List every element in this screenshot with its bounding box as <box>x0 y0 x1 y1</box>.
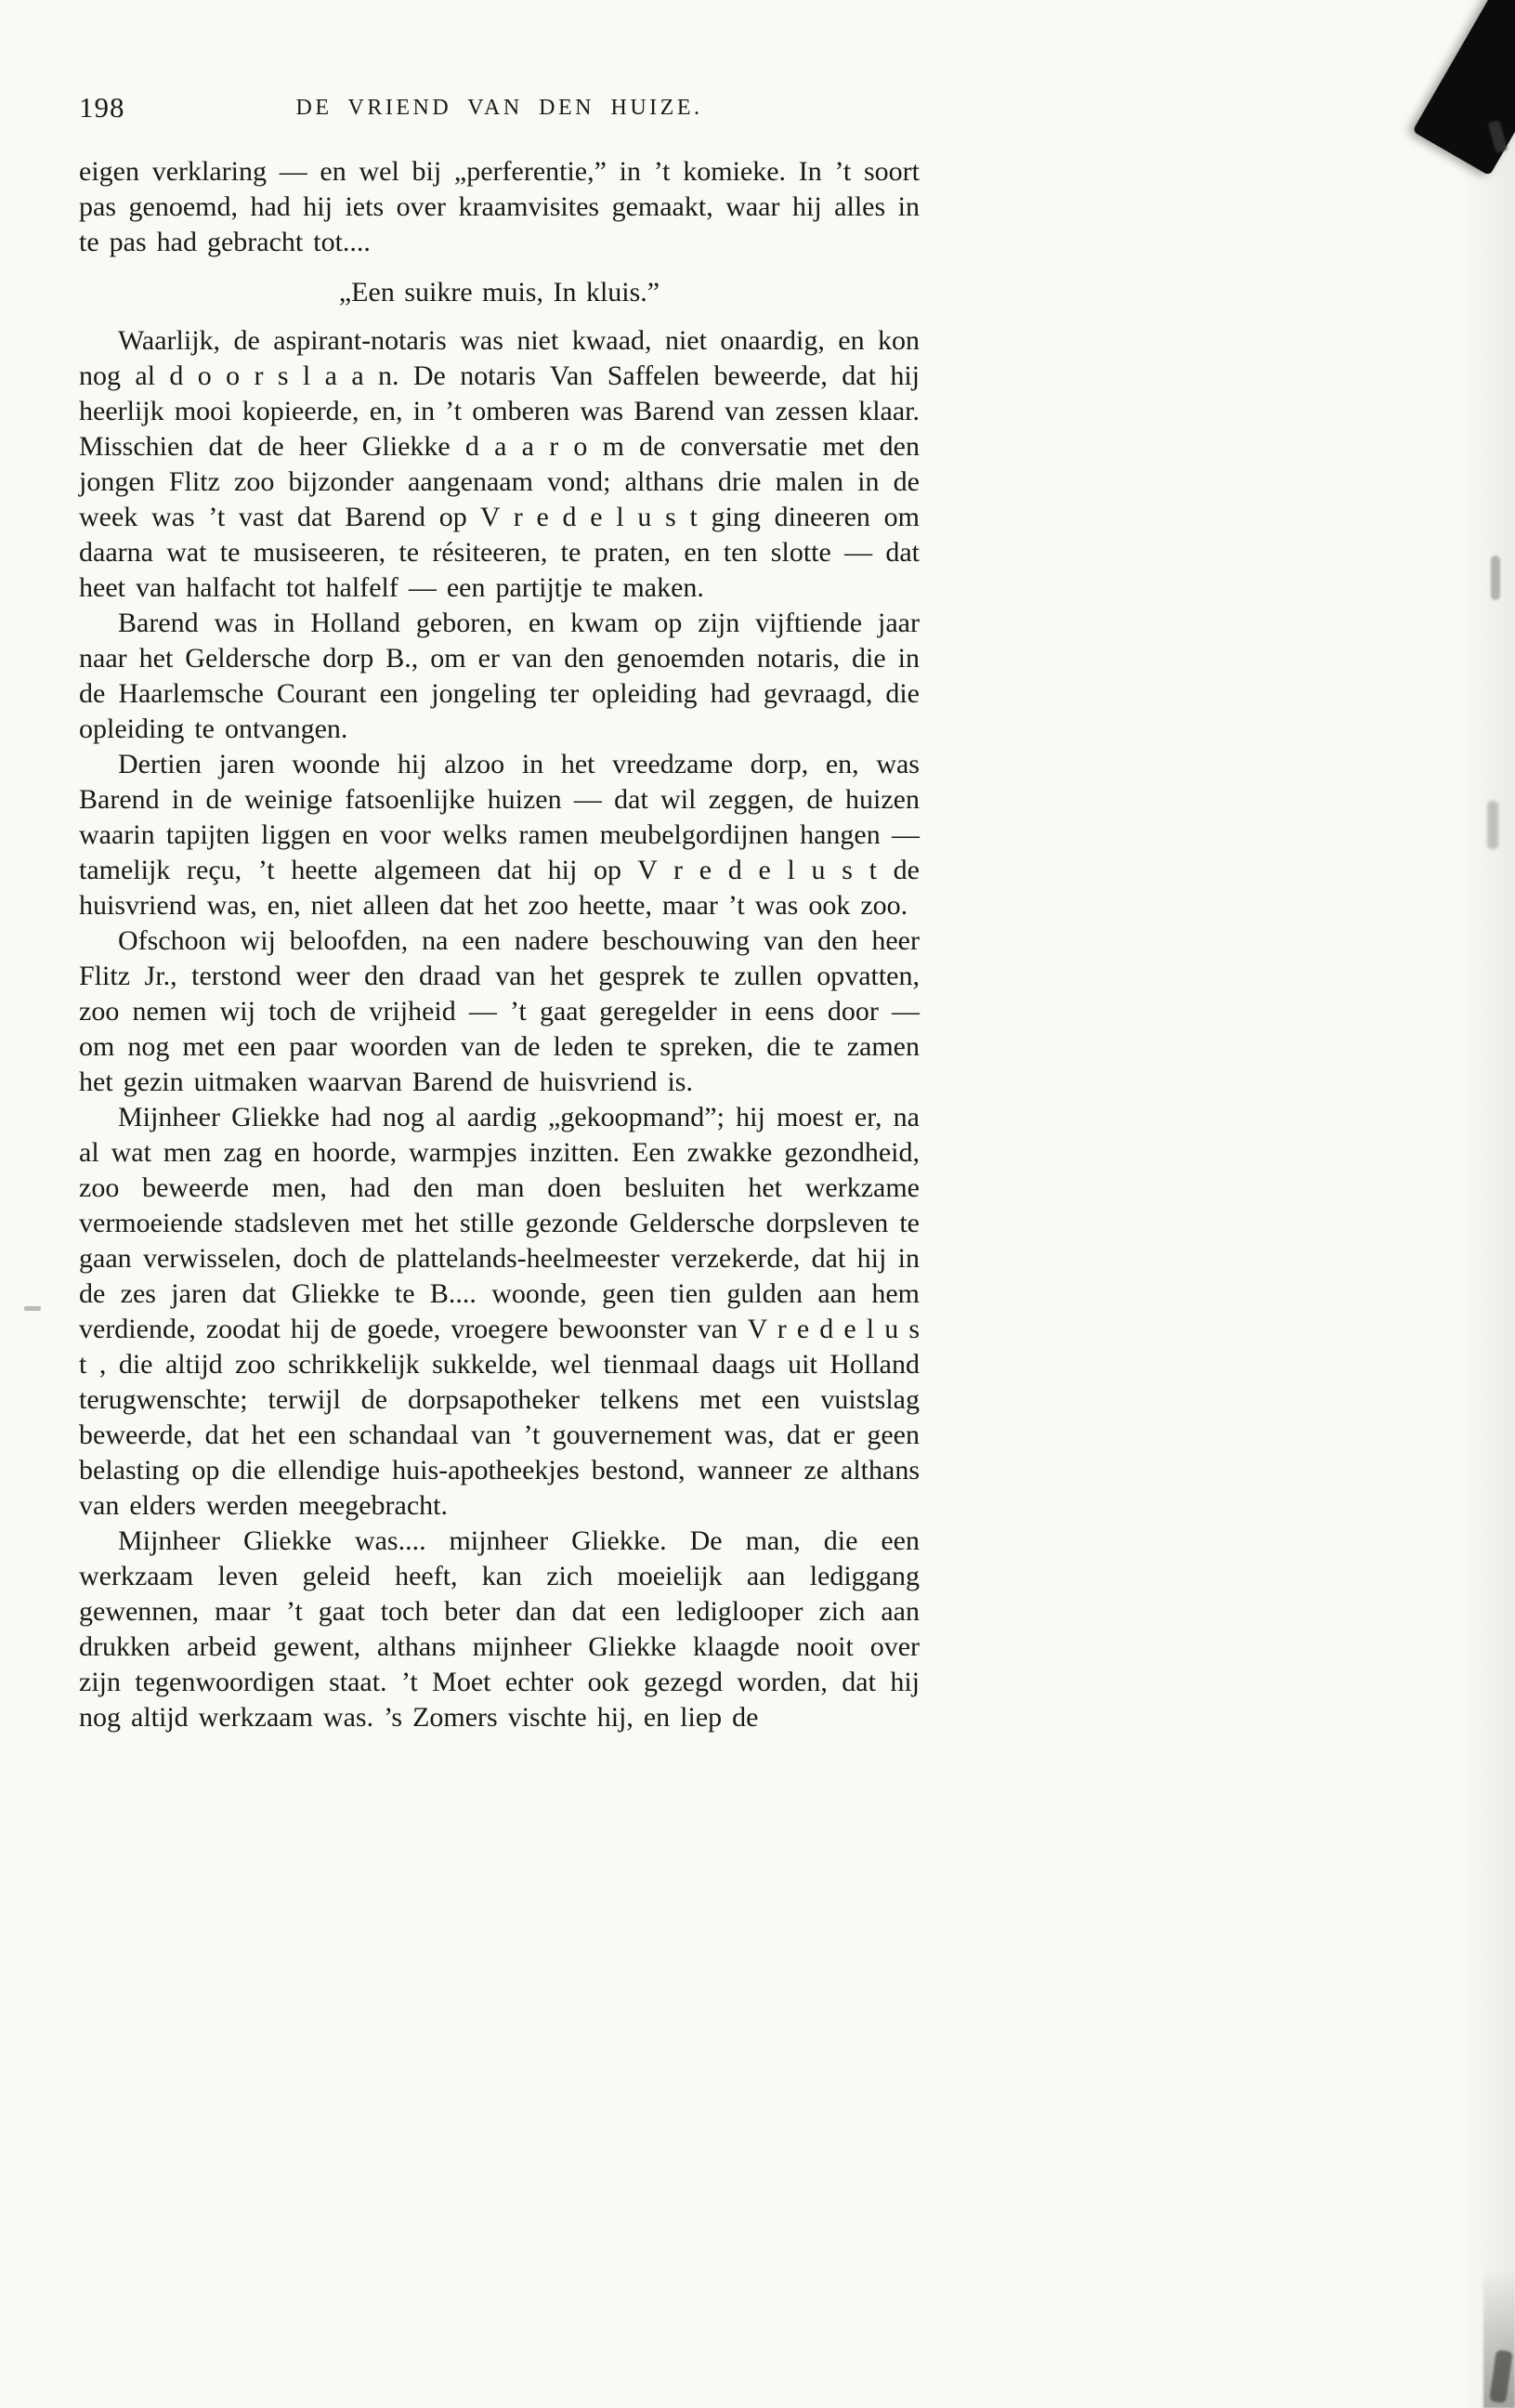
body-paragraph: Dertien jaren woonde hij alzoo in het vreedzame dorp, en, was Barend in de weinige fatsoenlijke huizen — dat wil zeggen, de huizen waarin tapijten liggen en voor welks ramen meubelgordijnen hangen — tamelijk reçu, ’t heette algemeen dat hij op V r e d e l u s t de huisvriend was, en, niet alleen dat het zoo heette, maar ’t was ook zoo. <box>79 749 920 921</box>
verse-line: „Een suikre muis, In kluis.” <box>338 277 660 308</box>
body-paragraph: Ofschoon wij beloofden, na een nadere beschouwing van den heer Flitz Jr., terstond weer den draad van het gesprek te zullen opvatten, zoo nemen wij toch de vrijheid — ’t gaat geregelder in eens door — om nog met een paar woorden van de leden te spreken, die te zamen het gezin uitmaken waarvan Barend de huisvriend is. <box>79 925 920 1097</box>
page-number: 198 <box>79 91 125 124</box>
running-title: DE VRIEND VAN DEN HUIZE. <box>295 96 703 120</box>
paragraph-continuation: eigen verklaring — en wel bij „perferentie,” in ’t komieke. In ’t soort pas genoemd, had hij iets over kraamvisites gemaakt, waar hij alles in te pas had gebracht tot.... <box>79 156 920 257</box>
scan-artifact <box>1489 2349 1513 2403</box>
page-content <box>79 89 920 1735</box>
scan-artifact <box>1483 2269 1515 2408</box>
scan-artifact <box>1412 0 1515 176</box>
scan-artifact <box>24 1306 41 1311</box>
body-paragraph: Barend was in Holland geboren, en kwam op zijn vijftiende jaar naar het Geldersche dorp B., om er van den genoemden notaris, die in de Haarlemsche Courant een jongeling ter opleiding had gevraagd, die opleiding te ontvangen. <box>79 608 920 744</box>
page-header <box>79 89 920 128</box>
scan-artifact <box>1488 120 1508 153</box>
scan-artifact <box>1487 801 1498 849</box>
scan-edge-shading <box>1459 0 1515 2408</box>
body-paragraph: Mijnheer Gliekke was.... mijnheer Gliekke. De man, die een werkzaam leven geleid heeft, kan zich moeielijk aan lediggang gewennen, maar ’t gaat toch beter dan dat een lediglooper zich aan drukken arbeid gewent, althans mijnheer Gliekke klaagde nooit over zijn tegenwoordigen staat. ’t Moet echter ook gezegd worden, dat hij nog altijd werkzaam was. ’s Zomers vischte hij, en liep de <box>79 1525 920 1733</box>
body-paragraph: Waarlijk, de aspirant-notaris was niet kwaad, niet onaardig, en kon nog al d o o r s l a a n. De notaris Van Saffelen beweerde, dat hij heerlijk mooi kopieerde, en, in ’t omberen was Barend van zessen klaar. Misschien dat de heer Gliekke d a a r o m de conversatie met den jongen Flitz zoo bijzonder aangenaam vond; althans drie malen in de week was ’t vast dat Barend op V r e d e l u s t ging dineeren om daarna wat te musiseeren, te résiteeren, te praten, en ten slotte — dat heet van halfacht tot halfelf — een partijtje te maken. <box>79 325 920 603</box>
body-paragraph: Mijnheer Gliekke had nog al aardig „gekoopmand”; hij moest er, na al wat men zag en hoorde, warmpjes inzitten. Een zwakke gezondheid, zoo beweerde men, had den man doen besluiten het werkzame vermoeiende stadsleven met het stille gezonde Geldersche dorpsleven te gaan verwisselen, doch de plattelands-heelmeester verzekerde, dat hij in de zes jaren dat Gliekke te B.... woonde, geen tien gulden aan hem verdiende, zoodat hij de goede, vroegere bewoonster van V r e d e l u s t , die altijd zoo schrikkelijk sukkelde, wel tienmaal daags uit Holland terugwenschte; terwijl de dorpsapotheker telkens met een vuistslag beweerde, dat het een schandaal van ’t gouvernement was, dat er geen belasting op die ellendige huis-apotheekjes bestond, wanneer ze althans van elders werden meegebracht. <box>79 1102 920 1521</box>
scan-artifact <box>1491 556 1500 600</box>
